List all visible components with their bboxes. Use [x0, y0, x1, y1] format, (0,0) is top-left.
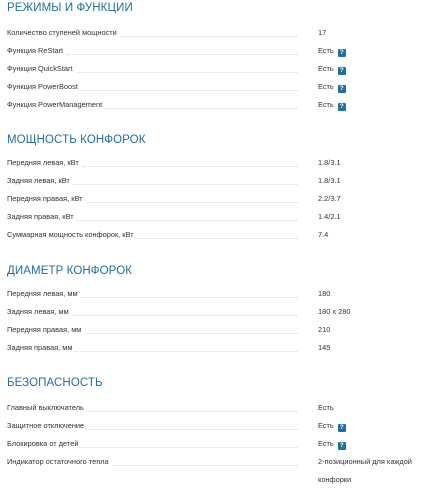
spec-label: Задняя правая, мм: [7, 343, 73, 352]
spec-label: Передняя правая, кВт: [7, 194, 83, 203]
spec-label: Передняя левая, кВт: [7, 158, 79, 167]
spec-label: Функция PowerBoost: [7, 82, 78, 91]
spec-value: Есть: [318, 46, 334, 55]
spec-value: 17: [318, 28, 327, 37]
spec-value: 1.8/3.1: [318, 158, 341, 167]
spec-value: 1.4/2.1: [318, 212, 341, 221]
spec-value: Есть: [318, 403, 334, 412]
spec-value: Есть: [318, 421, 334, 430]
spec-row: [0, 457, 427, 484]
help-icon[interactable]: ?: [338, 67, 346, 75]
spec-label: Передняя правая, мм: [7, 325, 82, 334]
help-icon[interactable]: ?: [338, 85, 346, 93]
spec-label: Суммарная мощность конфорок, кВт: [7, 230, 134, 239]
spec-row: [0, 403, 427, 421]
help-icon[interactable]: ?: [338, 424, 346, 432]
spec-row: [0, 28, 427, 46]
spec-row: [0, 421, 427, 439]
spec-label: Задняя левая, кВт: [7, 176, 70, 185]
spec-value: Есть: [318, 82, 334, 91]
spec-row: [0, 307, 427, 325]
spec-row: [0, 289, 427, 307]
spec-value: 180: [318, 289, 331, 298]
spec-row: [0, 158, 427, 176]
spec-row: [0, 343, 427, 361]
spec-value: 1.8/3.1: [318, 176, 341, 185]
spec-value: 7.4: [318, 230, 329, 239]
spec-row: [0, 100, 427, 118]
spec-row: [0, 212, 427, 230]
spec-label: Блокировка от детей: [7, 439, 79, 448]
help-icon[interactable]: ?: [338, 442, 346, 450]
spec-label: Защитное отключение: [7, 421, 85, 430]
spec-value: 210: [318, 325, 331, 334]
spec-label: Передняя левая, мм: [7, 289, 78, 298]
spec-label: Задняя правая, кВт: [7, 212, 74, 221]
help-icon[interactable]: ?: [338, 49, 346, 57]
section-title: БЕЗОПАСНОСТЬ: [7, 377, 103, 389]
spec-value: 2-позиционный для каждой конфорки: [318, 457, 412, 484]
spec-label: Задняя левая, мм: [7, 307, 69, 316]
spec-row: [0, 194, 427, 212]
spec-row: [0, 176, 427, 194]
spec-row: [0, 230, 427, 248]
spec-row: [0, 64, 427, 82]
spec-value: 2.2/3.7: [318, 194, 341, 203]
spec-label: Функция PowerManagement: [7, 100, 103, 109]
spec-value: Есть: [318, 439, 334, 448]
spec-row: [0, 46, 427, 64]
spec-label: Функция QuickStart: [7, 64, 73, 73]
spec-row: [0, 82, 427, 100]
spec-value: Есть: [318, 64, 334, 73]
spec-label: Индикатор остаточного тепла: [7, 457, 109, 466]
section-title: ДИАМЕТР КОНФОРОК: [7, 265, 133, 277]
spec-value: 145: [318, 343, 331, 352]
spec-row: [0, 325, 427, 343]
spec-label: Функция ReStart: [7, 46, 64, 55]
section-title: РЕЖИМЫ И ФУНКЦИИ: [7, 2, 133, 14]
spec-label: Количество ступеней мощности: [7, 28, 117, 37]
spec-label: Главный выключатель: [7, 403, 84, 412]
spec-value: Есть: [318, 100, 334, 109]
section-title: МОЩНОСТЬ КОНФОРОК: [7, 134, 146, 146]
spec-value: 180 x 280: [318, 307, 351, 316]
help-icon[interactable]: ?: [338, 103, 346, 111]
